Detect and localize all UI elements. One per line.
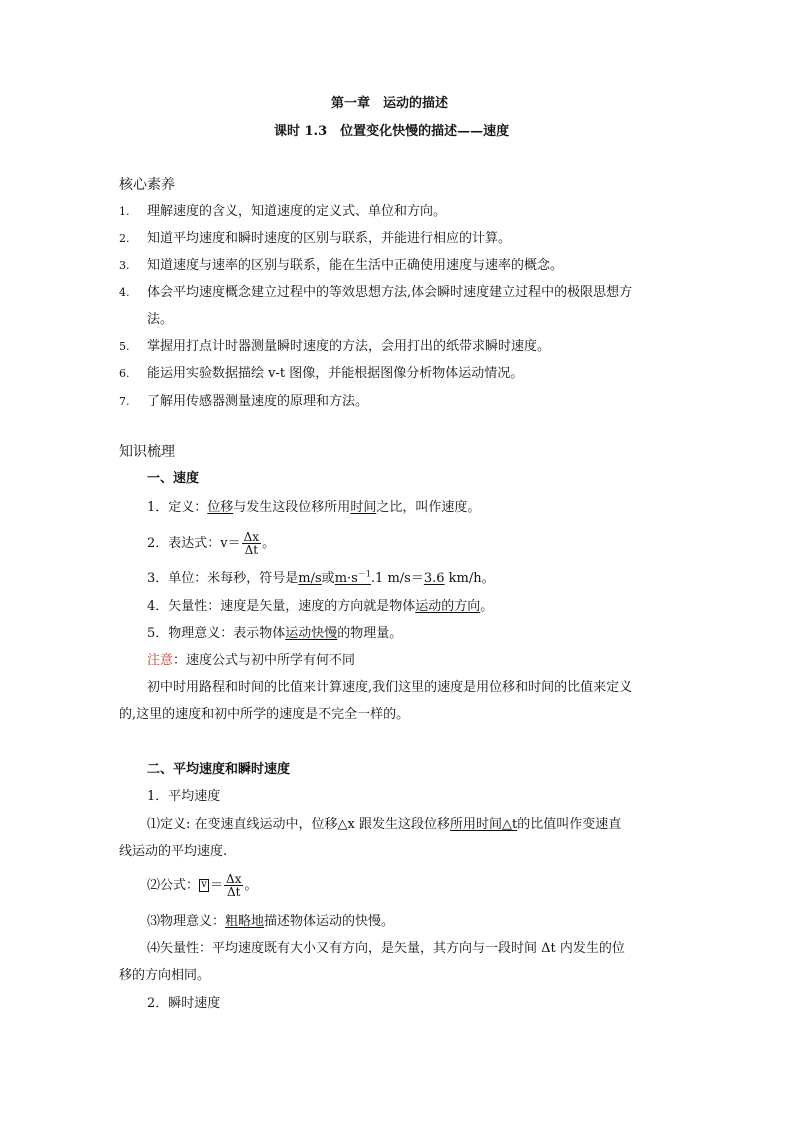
text: 。: [262, 536, 276, 551]
item-number: 1.: [119, 205, 130, 218]
velocity-unit: [147, 571, 495, 587]
text: 的比值叫作变速直: [517, 817, 622, 832]
blank-answer: 所用时间△t: [449, 817, 518, 832]
blank-answer: 运动的方向: [415, 599, 481, 614]
text: km/h。: [444, 571, 495, 586]
note-paragraph-line2: 的,这里的速度和初中所学的速度是不完全一样的。: [119, 707, 410, 722]
text: ⑴定义: 在变速直线运动中，位移△x 跟发生这段位移: [147, 817, 450, 832]
item-text: 体会平均速度概念建立过程中的等效思想方法,体会瞬时速度建立过程中的极限思想方: [147, 285, 633, 300]
core-item: [119, 285, 632, 301]
text: 描述物体运动的快慢。: [264, 914, 395, 929]
average-velocity-vector-line1: ⑷矢量性：平均速度既有大小又有方向，是矢量，其方向与一段时间 Δt 内发生的位: [147, 941, 625, 956]
item-number: 4.: [119, 286, 130, 299]
label: 3．单位：米每秒，符号是: [147, 571, 299, 586]
core-item: [119, 394, 368, 410]
note-text: ：速度公式与初中所学有何不同: [173, 653, 356, 668]
velocity-vector: [147, 599, 493, 615]
knowledge-section-title: 知识梳理: [119, 444, 175, 460]
item-text: 知道平均速度和瞬时速度的区别与联系，并能进行相应的计算。: [147, 231, 512, 246]
item-text: 理解速度的含义，知道速度的定义式、单位和方向。: [147, 204, 447, 219]
label: 1．定义：: [147, 500, 208, 515]
core-item: [119, 366, 523, 382]
section-heading-velocity: 一、速度: [147, 471, 200, 486]
unit-text: m·s: [334, 571, 358, 586]
average-velocity-symbol: v: [199, 879, 209, 892]
item-number: 6.: [119, 367, 130, 380]
text: ＝: [210, 878, 224, 893]
label: 5．物理意义：表示物体: [147, 626, 286, 641]
label: 4．矢量性：速度是矢量，速度的方向就是物体: [147, 599, 416, 614]
blank-answer: 时间: [350, 500, 377, 515]
fraction: [242, 531, 261, 556]
item-number: 5.: [119, 340, 130, 353]
core-item-continuation: 法。: [147, 312, 174, 327]
blank-answer: m/s: [298, 571, 322, 586]
text: 的物理量。: [337, 626, 403, 641]
core-item: [119, 204, 446, 220]
section-heading-average-instant: 二、平均速度和瞬时速度: [147, 762, 291, 777]
label: 2．表达式：v＝: [147, 536, 241, 551]
item-text: 了解用传感器测量速度的原理和方法。: [147, 394, 369, 409]
subheading-instant-velocity: 2．瞬时速度: [147, 996, 221, 1011]
average-velocity-formula: [147, 873, 257, 899]
lesson-title: 课时 1.3 位置变化快慢的描述——速度: [274, 124, 510, 139]
average-velocity-definition: [147, 817, 621, 833]
text: 。: [244, 878, 258, 893]
item-number: 3.: [119, 259, 130, 272]
blank-answer: 运动快慢: [285, 626, 338, 641]
blank-answer: [335, 571, 371, 586]
average-velocity-meaning: [147, 914, 394, 930]
fraction: [224, 873, 243, 898]
note-paragraph-line1: 初中时用路程和时间的比值来计算速度,我们这里的速度是用位移和时间的比值来定义: [147, 680, 633, 695]
subheading-average-velocity: 1．平均速度: [147, 789, 221, 804]
fraction-denominator: Δt: [227, 885, 241, 899]
text: .1 m/s＝: [370, 571, 424, 586]
core-item: [119, 258, 563, 274]
core-item: [119, 339, 550, 355]
text: 或: [321, 571, 335, 586]
velocity-meaning: [147, 626, 402, 642]
item-number: 2.: [119, 232, 130, 245]
text: 与发生这段位移所用: [233, 500, 351, 515]
superscript: －1: [357, 569, 371, 579]
core-section-title: 核心素养: [119, 177, 175, 193]
label: ⑶物理意义：: [147, 914, 226, 929]
note-line: [147, 653, 355, 669]
item-text: 知道速度与速率的区别与联系，能在生活中正确使用速度与速率的概念。: [147, 258, 564, 273]
fraction-denominator: Δt: [244, 543, 259, 557]
average-velocity-vector-line2: 移的方向相同。: [119, 968, 211, 983]
label: ⑵公式：: [147, 878, 200, 893]
text: 之比，叫作速度。: [376, 500, 481, 515]
blank-answer: 位移: [207, 500, 234, 515]
velocity-expression: [147, 531, 275, 557]
blank-answer: 粗略地: [225, 914, 265, 929]
item-text: 能运用实验数据描绘 v-t 图像，并能根据图像分析物体运动情况。: [147, 366, 524, 381]
fraction-numerator: Δx: [226, 872, 242, 886]
velocity-definition: [147, 500, 480, 516]
blank-answer: 3.6: [423, 571, 445, 586]
core-item: [119, 231, 511, 247]
note-label: 注意: [147, 653, 174, 668]
average-velocity-definition-line2: 线运动的平均速度.: [119, 844, 228, 859]
text: 。: [480, 599, 494, 614]
item-text: 掌握用打点计时器测量瞬时速度的方法，会用打出的纸带求瞬时速度。: [147, 339, 551, 354]
item-number: 7.: [119, 395, 130, 408]
fraction-numerator: Δx: [243, 530, 260, 544]
chapter-title: 第一章 运动的描述: [331, 96, 449, 111]
